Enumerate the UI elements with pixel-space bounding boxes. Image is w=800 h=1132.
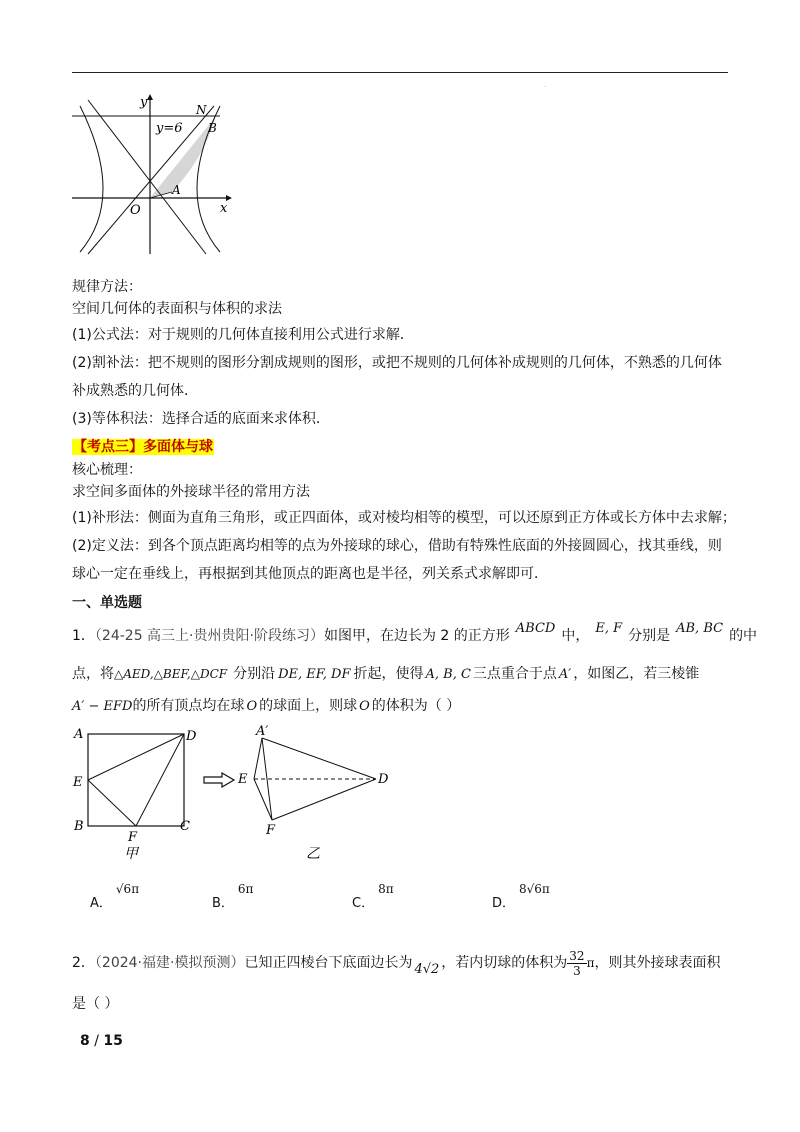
jia-label-b: B [74, 819, 84, 834]
jia-label-e: E [73, 775, 83, 790]
edge-ae [254, 738, 262, 779]
q1-l3-math3: O [359, 699, 370, 714]
point-n-label: N [196, 103, 207, 117]
fold-arrow-icon [202, 772, 236, 788]
figure-jia [70, 724, 200, 864]
hyperbola-left [80, 106, 103, 252]
y-label: y [140, 95, 148, 110]
q1-line1 [72, 621, 758, 647]
q2-fraction [567, 949, 586, 978]
q1-option-a[interactable] [90, 882, 140, 911]
q1-l2-text5: ，如图乙，若三棱锥 [573, 666, 700, 682]
hyperbola-figure [68, 92, 234, 258]
segment-ef [88, 780, 136, 826]
jia-caption: 甲 [124, 846, 138, 862]
q1-line2 [72, 664, 699, 685]
q1-num: 1． [72, 628, 95, 644]
kaodian-item1: (1)补形法：侧面为直角三角形，或正四面体，或对棱均相等的模型，可以还原到正方体或长方体中去求解； [72, 510, 736, 526]
q1-l2-text1: 点，将 [72, 666, 114, 682]
q1-l2-text3: 折起，使得 [353, 666, 424, 682]
option-c-value: 8π [378, 882, 394, 896]
page-total: 15 [103, 1033, 123, 1049]
q1-math-abcd: ABCD [515, 621, 556, 636]
kaodian-topic: 求空间多面体的外接球半径的常用方法 [72, 484, 310, 500]
jia-label-f: F [128, 830, 138, 845]
option-d-value: 8√6π [519, 882, 550, 896]
square-abcd [88, 734, 184, 826]
methods-heading: 规律方法： [72, 279, 142, 295]
q2-pi: π [586, 956, 595, 970]
jia-label-a: A [74, 727, 84, 742]
methods-item1: (1)公式法：对于规则的几何体直接利用公式进行求解． [72, 327, 414, 343]
q1-option-d[interactable] [492, 882, 550, 911]
jia-label-c: C [180, 819, 190, 834]
q1-l2-math4: A′ [558, 667, 572, 682]
q2-frac-den: 3 [573, 963, 581, 978]
yi-label-f: F [266, 823, 276, 838]
point-b-label: B [208, 121, 217, 135]
segment-fd [136, 734, 184, 826]
q2-line2: 是（ ） [72, 996, 119, 1012]
page-number [80, 1031, 123, 1051]
section-title: 一、单选题 [72, 595, 142, 611]
q1-l2-math3: A, B, C [425, 667, 471, 682]
yi-label-d: D [378, 772, 389, 787]
q1-text1: 如图甲，在边长为 2 的正方形 [323, 628, 510, 644]
jia-label-d: D [186, 729, 197, 744]
header-rule [72, 72, 728, 73]
methods-item2b: 补成熟悉的几何体． [72, 383, 198, 399]
q1-text4: 的中 [729, 628, 758, 644]
q2-math1: 4√2 [414, 962, 440, 977]
q1-math-abbc: AB, BC [676, 621, 724, 636]
q1-l2-math2: DE, EF, DF [278, 667, 351, 682]
q1-text2: 中， [561, 628, 590, 644]
page-sep: / [89, 1033, 104, 1049]
origin-label: O [130, 203, 141, 218]
yi-label-a: A′ [256, 724, 269, 739]
q2-line1 [72, 946, 720, 981]
q1-math-ef: E, F [595, 621, 623, 636]
point-a-label: A [172, 183, 181, 197]
q1-line3 [72, 696, 460, 717]
page-current: 8 [80, 1033, 90, 1049]
yi-caption: 乙 [306, 846, 320, 862]
q1-option-b[interactable] [212, 882, 254, 911]
q2-text1: 已知正四棱台下底面边长为 [244, 955, 413, 971]
q1-l3-text2: 的球面上，则球 [259, 698, 358, 714]
option-b-label: B． [212, 896, 234, 911]
q2-text2: ，若内切球的体积为 [441, 955, 568, 971]
asymptote-1 [88, 106, 214, 254]
q1-source: （24-25 高三上·贵州贵阳·阶段练习） [94, 628, 324, 644]
option-d-label: D． [492, 896, 516, 911]
q1-l2-text4: 三点重合于点 [472, 666, 557, 682]
q1-l2-text2: 分别沿 [233, 666, 276, 682]
q1-l3-text1: 的所有顶点均在球 [132, 698, 245, 714]
kaodian-tag: 【考点三】多面体与球 [73, 439, 213, 455]
option-a-label: A． [90, 896, 112, 911]
q2-frac-num: 32 [569, 948, 585, 963]
option-a-value: √6π [115, 882, 140, 896]
line-label: y=6 [156, 121, 183, 136]
kaodian-heading: 核心梳理： [72, 462, 142, 478]
kaodian-item2a: (2)定义法：到各个顶点距离均相等的点为外接球的球心，借助有特殊性底面的外接圆圆心，找其垂线，则 [72, 538, 722, 554]
option-c-label: C． [352, 896, 375, 911]
q1-l2-math1: △AED,△BEF,△DCF [114, 667, 228, 681]
kaodian-item2b: 球心一定在垂线上，再根据到其他顶点的距离也是半径，列关系式求解即可． [72, 566, 548, 582]
q1-text3: 分别是 [628, 628, 671, 644]
q2-num: 2． [72, 955, 95, 971]
q1-l3-text3: 的体积为（ ） [371, 698, 461, 714]
edge-fd [272, 779, 376, 820]
x-label: x [220, 201, 228, 216]
q2-text3: ，则其外接球表面积 [594, 955, 721, 971]
figure-yi [232, 724, 402, 864]
q1-l3-math1: A′ − EFD [72, 699, 133, 714]
segment-ed [88, 734, 184, 780]
asymptote-2 [88, 100, 206, 254]
q1-l3-math2: O [246, 699, 258, 714]
header-dot: · [544, 84, 546, 91]
methods-item2a: (2)割补法：把不规则的图形分割成规则的图形，或把不规则的几何体补成规则的几何体，不熟悉的几何体 [72, 355, 722, 371]
q1-option-c[interactable] [352, 882, 394, 911]
methods-item3: (3)等体积法：选择合适的底面来求体积． [72, 411, 330, 427]
methods-topic: 空间几何体的表面积与体积的求法 [72, 301, 282, 317]
edge-ad [262, 738, 376, 779]
q2-source: （2024·福建·模拟预测） [94, 955, 245, 971]
option-b-value: 6π [237, 882, 254, 896]
yi-label-e: E [238, 772, 248, 787]
